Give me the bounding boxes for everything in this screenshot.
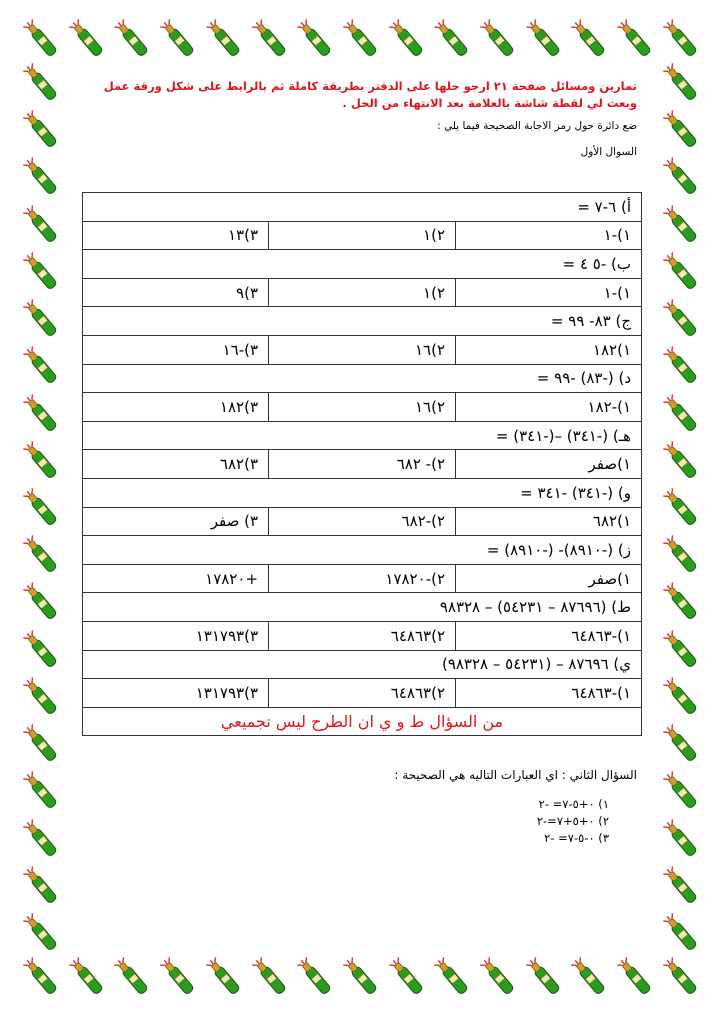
champagne-bottle-icon: [616, 18, 656, 62]
champagne-bottle-icon: [159, 956, 199, 1000]
champagne-bottle-icon: [662, 534, 702, 578]
champagne-bottle-icon: [616, 956, 656, 1000]
answer-option[interactable]: ٢)١٦: [269, 335, 456, 364]
champagne-bottle-icon: [68, 956, 108, 1000]
intro-text: تمارين ومسائل صفحة ٢١ ارجو حلها على الدفتر بطريقة كاملة ثم بالرابط على شكل ورقة عمل وبعث لي لقطة شاشة بالعلامة بعد الانتهاء من الحل .: [103, 79, 637, 110]
answer-option[interactable]: ٢)- ٦٨٢: [269, 450, 456, 479]
champagne-bottle-icon: [662, 109, 702, 153]
answer-option[interactable]: ١)-١: [456, 221, 642, 250]
champagne-bottle-icon: [22, 629, 62, 673]
options-row: [83, 564, 642, 593]
champagne-bottle-icon: [296, 956, 336, 1000]
question1-title: السوال الأول: [580, 146, 637, 158]
champagne-bottle-icon: [22, 912, 62, 956]
question-text: ز) (-٨٩١٠)- (-٨٩١٠) =: [83, 536, 642, 565]
champagne-bottle-icon: [570, 956, 610, 1000]
question2-option: ١) ٠+٥-٧= -٢: [538, 797, 609, 811]
champagne-bottle-icon: [22, 534, 62, 578]
champagne-bottle-icon: [22, 156, 62, 200]
options-row: [83, 393, 642, 422]
answer-option[interactable]: ٣)١٣١٧٩٣: [83, 621, 269, 650]
champagne-bottle-icon: [22, 723, 62, 767]
options-row: [83, 450, 642, 479]
border-top: [22, 18, 702, 62]
answer-option[interactable]: ١)٦٨٢: [456, 507, 642, 536]
champagne-bottle-icon: [662, 345, 702, 389]
champagne-bottle-icon: [22, 345, 62, 389]
champagne-bottle-icon: [662, 156, 702, 200]
question-row: [83, 250, 642, 279]
answer-option[interactable]: ٢)-٦٨٢: [269, 507, 456, 536]
champagne-bottle-icon: [22, 62, 62, 106]
question-row: [83, 478, 642, 507]
answer-option[interactable]: +١٧٨٢٠: [83, 564, 269, 593]
champagne-bottle-icon: [662, 440, 702, 484]
champagne-bottle-icon: [22, 440, 62, 484]
question-text: ط) (٨٧٦٩٦ – ٥٤٢٣١) – ٩٨٣٢٨: [83, 593, 642, 622]
champagne-bottle-icon: [662, 723, 702, 767]
question2-section: [80, 768, 645, 847]
question-row: [83, 421, 642, 450]
question2-option: ٣) ٠-٥-٧= -٢: [544, 831, 609, 845]
champagne-bottle-icon: [113, 18, 153, 62]
champagne-bottle-icon: [159, 18, 199, 62]
champagne-bottle-icon: [570, 18, 610, 62]
answer-option[interactable]: ٣)١٣: [83, 221, 269, 250]
champagne-bottle-icon: [68, 18, 108, 62]
answer-option[interactable]: ٣)١٨٢: [83, 393, 269, 422]
champagne-bottle-icon: [662, 18, 702, 62]
answer-option[interactable]: ٢)-١٧٨٢٠: [269, 564, 456, 593]
question2-option: ٢) ٠+٥+٧=-٢: [536, 814, 609, 828]
options-row: [83, 278, 642, 307]
champagne-bottle-icon: [342, 18, 382, 62]
question-row: [83, 364, 642, 393]
question-text: هـ) (-٣٤١) –(-٣٤١) =: [83, 421, 642, 450]
champagne-bottle-icon: [22, 109, 62, 153]
champagne-bottle-icon: [113, 956, 153, 1000]
champagne-bottle-icon: [662, 770, 702, 814]
answer-option[interactable]: ١)-٦٤٨٦٣: [456, 621, 642, 650]
question-text: ي) ٨٧٦٩٦ – (٥٤٢٣١ – ٩٨٣٢٨): [83, 650, 642, 679]
champagne-bottle-icon: [525, 18, 565, 62]
champagne-bottle-icon: [662, 298, 702, 342]
champagne-bottle-icon: [662, 629, 702, 673]
question-row: [83, 307, 642, 336]
champagne-bottle-icon: [479, 18, 519, 62]
champagne-bottle-icon: [662, 956, 702, 1000]
answer-option[interactable]: ٣)١٣١٧٩٣: [83, 679, 269, 708]
question-row: [83, 193, 642, 222]
champagne-bottle-icon: [22, 251, 62, 295]
options-row: [83, 679, 642, 708]
champagne-bottle-icon: [662, 581, 702, 625]
worksheet-header: [80, 78, 645, 166]
answer-option[interactable]: ٢)١: [269, 278, 456, 307]
options-row: [83, 621, 642, 650]
question2-title: السؤال الثاني : اي العبارات التاليه هي الصحيحة :: [394, 768, 637, 782]
champagne-bottle-icon: [662, 251, 702, 295]
champagne-bottle-icon: [433, 18, 473, 62]
border-left: [22, 62, 62, 956]
champagne-bottle-icon: [22, 393, 62, 437]
question-row: [83, 650, 642, 679]
table-note: من السؤال ط و ي ان الطرح ليس تجميعي: [83, 707, 642, 736]
answer-option[interactable]: ١)١٨٢: [456, 335, 642, 364]
champagne-bottle-icon: [662, 912, 702, 956]
answer-option[interactable]: ١)صفر: [456, 564, 642, 593]
instruction-text: ضع دائرة حول رمز الاجابة الصحيحة فيما يلي :: [437, 120, 637, 132]
question-text: أ) ٦-٧ =: [83, 193, 642, 222]
question-text: ج) ٨٣- ٩٩ =: [83, 307, 642, 336]
answer-option[interactable]: ١)صفر: [456, 450, 642, 479]
champagne-bottle-icon: [662, 676, 702, 720]
champagne-bottle-icon: [22, 204, 62, 248]
answer-option[interactable]: ٢)٦٤٨٦٣: [269, 679, 456, 708]
champagne-bottle-icon: [342, 956, 382, 1000]
champagne-bottle-icon: [388, 18, 428, 62]
question-row: [83, 536, 642, 565]
champagne-bottle-icon: [662, 204, 702, 248]
answer-option[interactable]: ١)-١٨٢: [456, 393, 642, 422]
options-row: [83, 221, 642, 250]
answer-option[interactable]: ١)-٦٤٨٦٣: [456, 679, 642, 708]
options-row: [83, 507, 642, 536]
champagne-bottle-icon: [22, 818, 62, 862]
champagne-bottle-icon: [22, 956, 62, 1000]
answer-option[interactable]: ١)-١: [456, 278, 642, 307]
options-row: [83, 335, 642, 364]
champagne-bottle-icon: [22, 676, 62, 720]
champagne-bottle-icon: [205, 956, 245, 1000]
answer-option[interactable]: ٢)٦٤٨٦٣: [269, 621, 456, 650]
champagne-bottle-icon: [296, 18, 336, 62]
question-text: د) (-٨٣) -٩٩ =: [83, 364, 642, 393]
champagne-bottle-icon: [251, 18, 291, 62]
question-text: ب) -٥ ٤ =: [83, 250, 642, 279]
champagne-bottle-icon: [251, 956, 291, 1000]
answer-option[interactable]: ٣) صفر: [83, 507, 269, 536]
champagne-bottle-icon: [22, 18, 62, 62]
champagne-bottle-icon: [662, 487, 702, 531]
note-row: [83, 707, 642, 736]
answer-option[interactable]: ٣)٦٨٢: [83, 450, 269, 479]
champagne-bottle-icon: [479, 956, 519, 1000]
champagne-bottle-icon: [22, 487, 62, 531]
champagne-bottle-icon: [22, 298, 62, 342]
champagne-bottle-icon: [433, 956, 473, 1000]
answer-option[interactable]: ٢)١: [269, 221, 456, 250]
answer-option[interactable]: ٢)١٦: [269, 393, 456, 422]
champagne-bottle-icon: [662, 62, 702, 106]
champagne-bottle-icon: [388, 956, 428, 1000]
answer-option[interactable]: ٣)-١٦: [83, 335, 269, 364]
question1-table: [82, 192, 642, 736]
champagne-bottle-icon: [205, 18, 245, 62]
question-row: [83, 593, 642, 622]
champagne-bottle-icon: [662, 818, 702, 862]
champagne-bottle-icon: [22, 865, 62, 909]
champagne-bottle-icon: [525, 956, 565, 1000]
champagne-bottle-icon: [662, 393, 702, 437]
question-text: و) (-٣٤١) -٣٤١ =: [83, 478, 642, 507]
champagne-bottle-icon: [22, 770, 62, 814]
answer-option[interactable]: ٣)٩: [83, 278, 269, 307]
border-right: [662, 62, 702, 956]
border-bottom: [22, 956, 702, 1000]
champagne-bottle-icon: [662, 865, 702, 909]
champagne-bottle-icon: [22, 581, 62, 625]
